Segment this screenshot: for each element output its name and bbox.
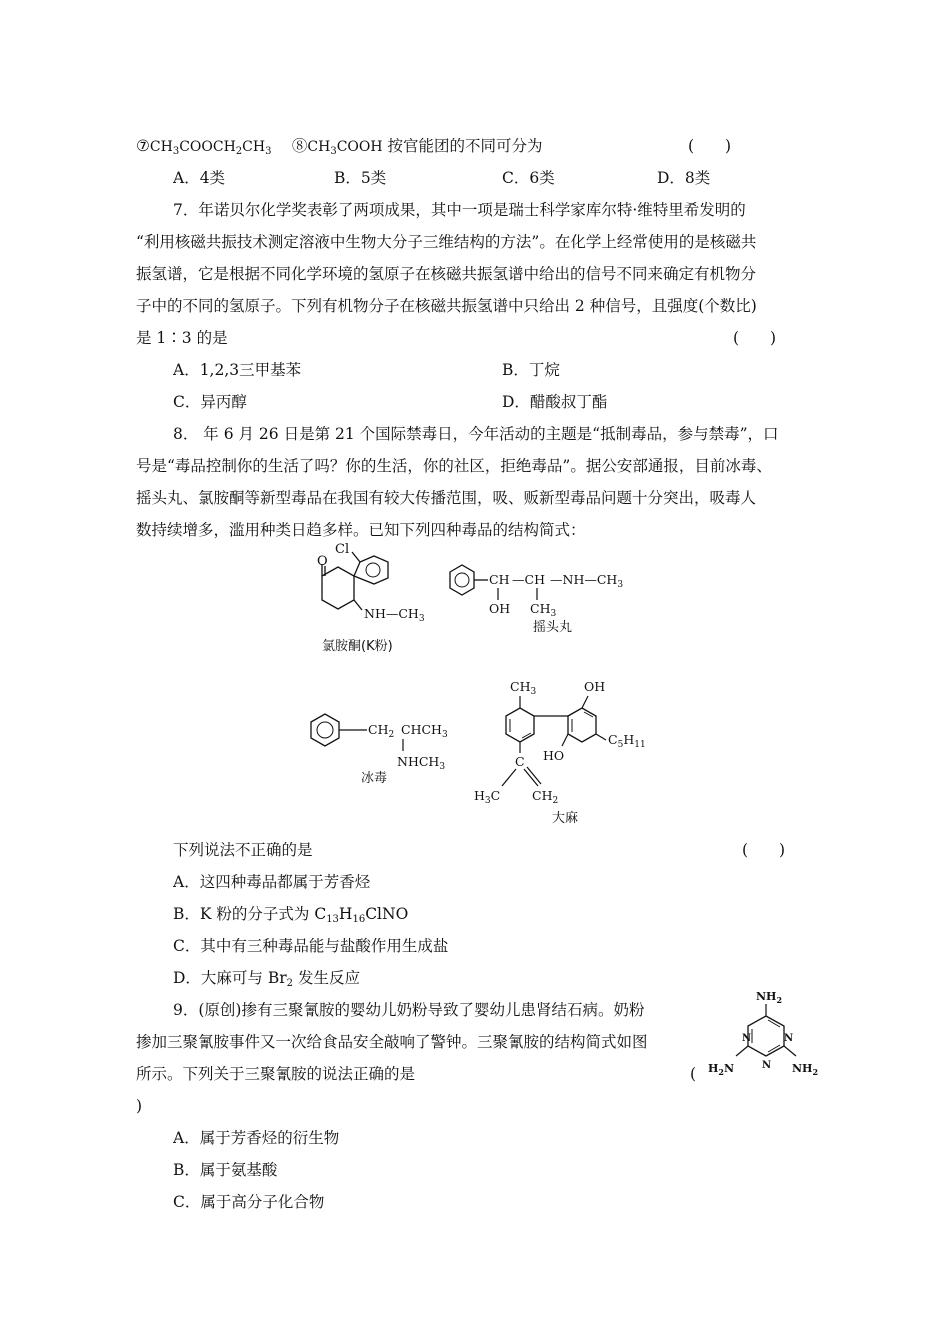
ecstasy-nh: $—NH—CH_3$ <box>550 572 624 590</box>
ketamine-o: O <box>317 554 328 569</box>
thc-pentyl: $C_5H_{11}$ <box>608 732 646 750</box>
q6-stem: 按官能团的不同可分为 <box>382 137 543 155</box>
ketamine-nh: $NH—CH_3$ <box>364 606 425 624</box>
thc-ch2: $CH_2$ <box>532 788 559 806</box>
q7-line-5: 是 1∶3 的是 <box>136 329 228 347</box>
thc-ho: HO <box>543 748 565 763</box>
q8-option-b: B．K 粉的分子式为 $C_{13}H_{16}ClNO$ <box>173 905 409 925</box>
circled-eight: ⑧ <box>291 137 308 155</box>
meth-name: 冰毒 <box>361 771 388 786</box>
ecstasy-name: 摇头丸 <box>533 620 573 635</box>
q9-line-1: 9．(原创)掺有三聚氰胺的婴幼儿奶粉导致了婴幼儿患肾结石病。奶粉 <box>173 1001 645 1019</box>
q8-answer-paren: ( ) <box>742 841 786 859</box>
formula-7: $CH_3COOCH_2CH_3$ <box>149 139 272 157</box>
q7-option-c: C．异丙醇 <box>173 393 247 411</box>
ecstasy-ch3: $CH_3$ <box>530 601 557 619</box>
q6-option-a: A．4类 <box>173 169 226 187</box>
meth-structure <box>305 708 465 788</box>
ecstasy-oh: OH <box>489 601 511 616</box>
q9-paren-close: ) <box>136 1097 143 1115</box>
q7-line-4: 子中的不同的氢原子。下列有机物分子在核磁共振氢谱中只给出 2 种信号，且强度(个数比) <box>136 297 757 315</box>
thc-c: C <box>515 754 525 769</box>
formula-8: $CH_3COOH$ <box>307 139 383 157</box>
circled-seven: ⑦ <box>136 137 150 155</box>
melamine-n-left: N <box>742 1033 752 1044</box>
thc-oh-top: OH <box>584 679 606 694</box>
meth-ch2: $CH_2$ <box>368 722 395 740</box>
q8-option-c: C．其中有三种毒品能与盐酸作用生成盐 <box>173 937 449 955</box>
q8-option-a: A．这四种毒品都属于芳香烃 <box>173 873 371 891</box>
ecstasy-ch2: —CH <box>512 572 545 587</box>
q6-line <box>136 136 543 157</box>
q9-option-b: B．属于氨基酸 <box>173 1161 278 1179</box>
q9-line-3: 所示。下列关于三聚氰胺的说法正确的是 <box>136 1065 416 1083</box>
q7-answer-paren: ( ) <box>733 329 777 347</box>
melamine-h2n: $H_2N$ <box>708 1062 735 1077</box>
q9-option-a: A．属于芳香烃的衍生物 <box>173 1129 340 1147</box>
q8-line-3: 摇头丸、氯胺酮等新型毒品在我国有较大传播范围，吸、贩新型毒品问题十分突出，吸毒人 <box>136 489 757 507</box>
thc-name: 大麻 <box>552 811 579 826</box>
meth-nhch3: $NHCH_3$ <box>397 754 446 772</box>
melamine-n-bottom: N <box>762 1060 772 1071</box>
q9-line-2: 掺加三聚氰胺事件又一次给食品安全敲响了警钟。三聚氰胺的结构简式如图 <box>136 1033 648 1051</box>
thc-ch3: $CH_3$ <box>510 679 537 697</box>
q6-option-d: D．8类 <box>657 169 711 187</box>
ecstasy-structure <box>444 560 644 640</box>
q8-line-4: 数持续增多，滥用种类日趋多样。已知下列四种毒品的结构简式： <box>136 521 586 539</box>
melamine-nh2-top: $NH_2$ <box>756 990 783 1005</box>
ketamine-structure <box>300 538 440 658</box>
q7-option-d: D．醋酸叔丁酯 <box>502 393 608 411</box>
q8-line-1: 8． 年 6 月 26 日是第 21 个国际禁毒日，今年活动的主题是“抵制毒品，参与禁毒”，口 <box>173 425 779 443</box>
q7-line-1: 7．年诺贝尔化学奖表彰了两项成果，其中一项是瑞士科学家库尔特·维特里希发明的 <box>173 201 746 219</box>
q7-line-3: 振氢谱，它是根据不同化学环境的氢原子在核磁共振氢谱中给出的信号不同来确定有机物分 <box>136 265 757 283</box>
q9-paren-open: ( <box>690 1065 697 1083</box>
ketamine-name: 氯胺酮(K粉) <box>322 639 393 654</box>
q8-option-d: D．大麻可与 $Br_2$ 发生反应 <box>173 969 360 989</box>
thc-structure <box>470 676 670 826</box>
q7-option-a: A．1,2,3三甲基苯 <box>173 361 302 379</box>
melamine-nh2-right: $NH_2$ <box>792 1062 819 1077</box>
q7-option-b: B．丁烷 <box>502 361 560 379</box>
ketamine-cl: Cl <box>335 542 350 557</box>
q8-line-2: 号是“毒品控制你的生活了吗？你的生活，你的社区，拒绝毒品”。据公安部通报，目前冰毒、 <box>136 457 772 475</box>
q7-line-2: “利用核磁共振技术测定溶液中生物大分子三维结构的方法”。在化学上经常使用的是核磁共 <box>136 233 757 251</box>
q9-option-c: C．属于高分子化合物 <box>173 1193 325 1211</box>
q8-question: 下列说法不正确的是 <box>173 841 313 859</box>
melamine-structure <box>706 986 826 1086</box>
thc-h3c: $H_3C$ <box>474 788 501 806</box>
q6-option-c: C．6类 <box>502 169 555 187</box>
q6-answer-paren: ( ) <box>688 137 732 155</box>
meth-chch3: $CHCH_3$ <box>401 722 448 740</box>
q6-option-b: B．5类 <box>334 169 387 187</box>
ecstasy-ch1: CH <box>489 572 510 587</box>
melamine-n-right: N <box>784 1033 794 1044</box>
